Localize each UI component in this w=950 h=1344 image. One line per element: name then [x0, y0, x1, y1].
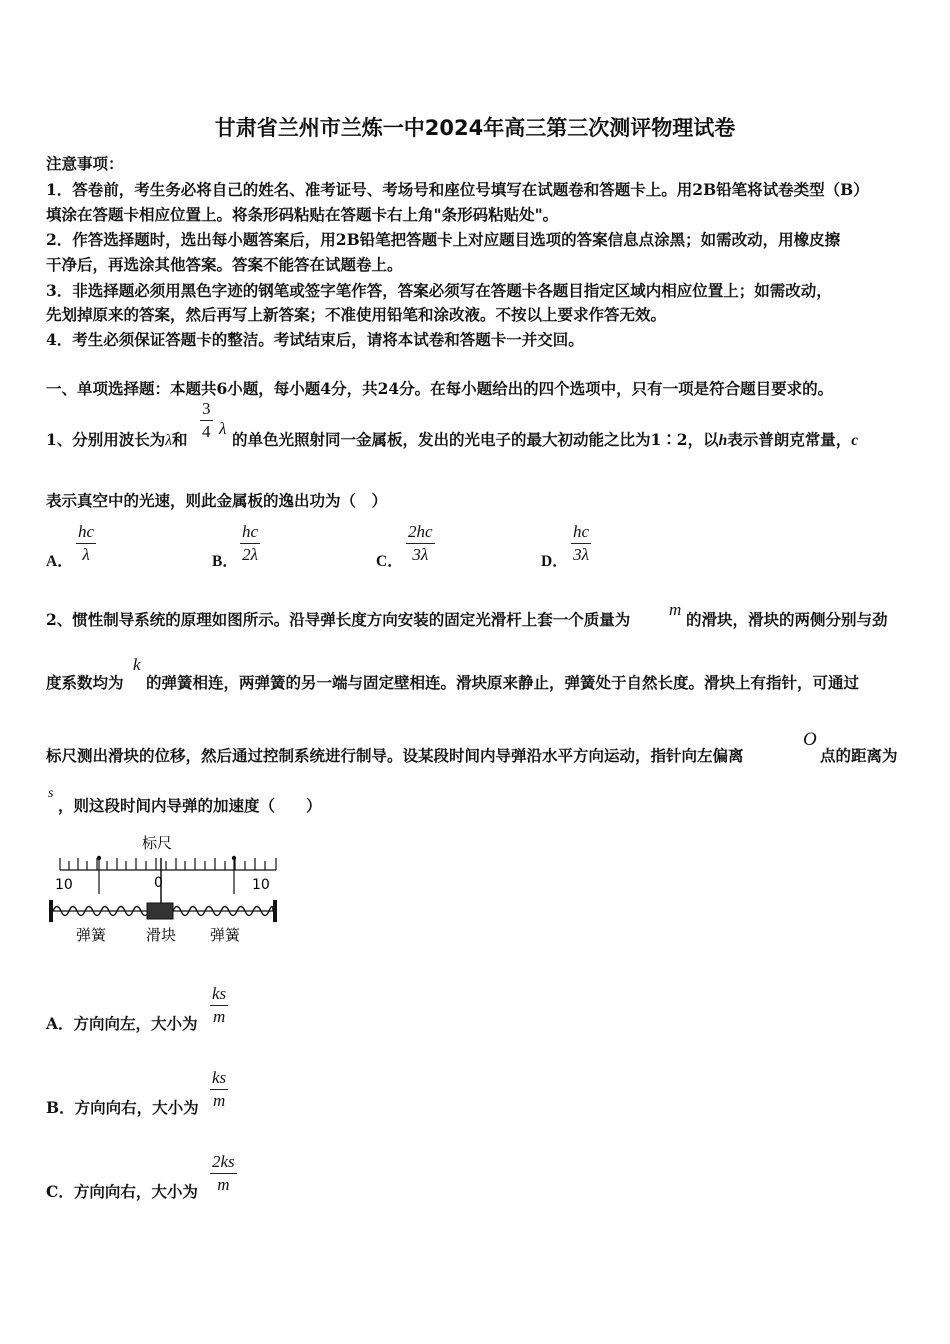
- q2-var-s: s: [48, 786, 54, 801]
- q1-option-a-label: A．: [46, 553, 73, 570]
- q1-text-line2: 表示真空中的光速，则此金属板的逸出功为（ ）: [46, 491, 388, 510]
- figure-spring-right-label: 弹簧: [210, 926, 241, 944]
- q1-option-b-label: B．: [212, 553, 238, 570]
- q2-text-line1b: 的滑块，滑块的两侧分别与劲: [686, 610, 888, 629]
- q1-option-c-label: C．: [376, 553, 403, 570]
- figure-left-tick: 10: [55, 877, 73, 893]
- q2-var-O: O: [803, 729, 817, 750]
- section-heading: 一、单项选择题：本题共6小题，每小题4分，共24分。在每小题给出的四个选项中，只有一项是符合题目要求的。: [46, 379, 834, 398]
- figure-spring-left-label: 弹簧: [76, 926, 107, 944]
- q2-text-line3a: 标尺测出滑块的位移，然后通过控制系统进行制导。设某段时间内导弹沿水平方向运动，指针向左偏离: [46, 746, 744, 765]
- q1-option-d-label: D．: [541, 553, 568, 570]
- page-title: 甘肃省兰州市兰炼一中2024年高三第三次测评物理试卷: [214, 116, 736, 140]
- q1-option-b-fraction[interactable]: $\frac{hc}{2\lambda}$: [242, 522, 259, 564]
- q2-option-c[interactable]: C．方向向右，大小为: [46, 1182, 198, 1201]
- notice-line: 2．作答选择题时，选出每小题答案后，用2B铅笔把答题卡上对应题目选项的答案信息点涂黑；如需改动，用橡皮擦: [46, 230, 841, 249]
- q2-text-line1a: 2、惯性制导系统的原理如图所示。沿导弹长度方向安装的固定光滑杆上套一个质量为: [46, 610, 631, 629]
- notice-line: 3．非选择题必须用黑色字迹的钢笔或签字笔作答，答案必须写在答题卡各题目指定区域内相应位置上；如需改动，: [46, 281, 832, 300]
- notice-line: 4．考生必须保证答题卡的整洁。考试结束后，请将本试卷和答题卡一并交回。: [46, 330, 584, 349]
- figure-ruler-label: 标尺: [142, 834, 173, 852]
- slider-block: [147, 903, 173, 919]
- q1-option-a-fraction[interactable]: $\frac{hc}{\lambda}$: [78, 522, 95, 564]
- q2-text-line3b: 点的距离为: [820, 746, 898, 765]
- q2-figure: [40, 828, 290, 953]
- q2-var-k: k: [133, 655, 141, 674]
- q2-option-c-fraction: $\frac{2ks}{m}$: [212, 1152, 235, 1194]
- q1-lambda: λ: [219, 419, 227, 438]
- q2-option-a[interactable]: A．方向向左，大小为: [46, 1014, 198, 1033]
- notice-line: 干净后，再选涂其他答案。答案不能答在试题卷上。: [46, 255, 403, 274]
- figure-right-tick: 10: [252, 877, 270, 893]
- notice-heading: 注意事项：: [46, 154, 124, 173]
- q2-option-a-fraction: $\frac{ks}{m}$: [212, 984, 227, 1026]
- figure-slider-label: 滑块: [146, 926, 177, 944]
- ruler: [60, 858, 276, 906]
- q2-text-line2b: 的弹簧相连，两弹簧的另一端与固定壁相连。滑块原来静止，弹簧处于自然长度。滑块上有指针，可通过: [146, 673, 860, 692]
- q1-text-cont: 的单色光照射同一金属板，发出的光电子的最大初动能之比为1∶2，以h表示普朗克常量，c: [232, 430, 859, 449]
- figure-center-tick: 0: [154, 875, 163, 891]
- q2-var-m: m: [669, 600, 682, 619]
- notice-line: 先划掉原来的答案，然后再写上新答案；不准使用铅笔和涂改液。不按以上要求作答无效。: [46, 305, 667, 324]
- q2-option-b-fraction: $\frac{ks}{m}$: [212, 1068, 227, 1110]
- q2-text-line4: ，则这段时间内导弹的加速度（ ）: [58, 796, 322, 815]
- q2-text-line2a: 度系数均为: [46, 673, 124, 692]
- notice-line: 1．答卷前，考生务必将自己的姓名、准考证号、考场号和座位号填写在试题卷和答题卡上。用2B铅笔将试卷类型（B）: [46, 180, 869, 199]
- q1-option-c-fraction[interactable]: $\frac{2hc}{3\lambda}$: [408, 522, 433, 564]
- q1-option-d-fraction[interactable]: $\frac{hc}{3\lambda}$: [573, 522, 590, 564]
- q1-fraction-3-4: $\frac{3}{4}$: [202, 399, 211, 441]
- q2-option-b[interactable]: B．方向向右，大小为: [46, 1098, 199, 1117]
- q1-text: 1、分别用波长为λ和: [46, 430, 188, 449]
- notice-line: 填涂在答题卡相应位置上。将条形码粘贴在答题卡右上角"条形码粘贴处"。: [46, 205, 559, 224]
